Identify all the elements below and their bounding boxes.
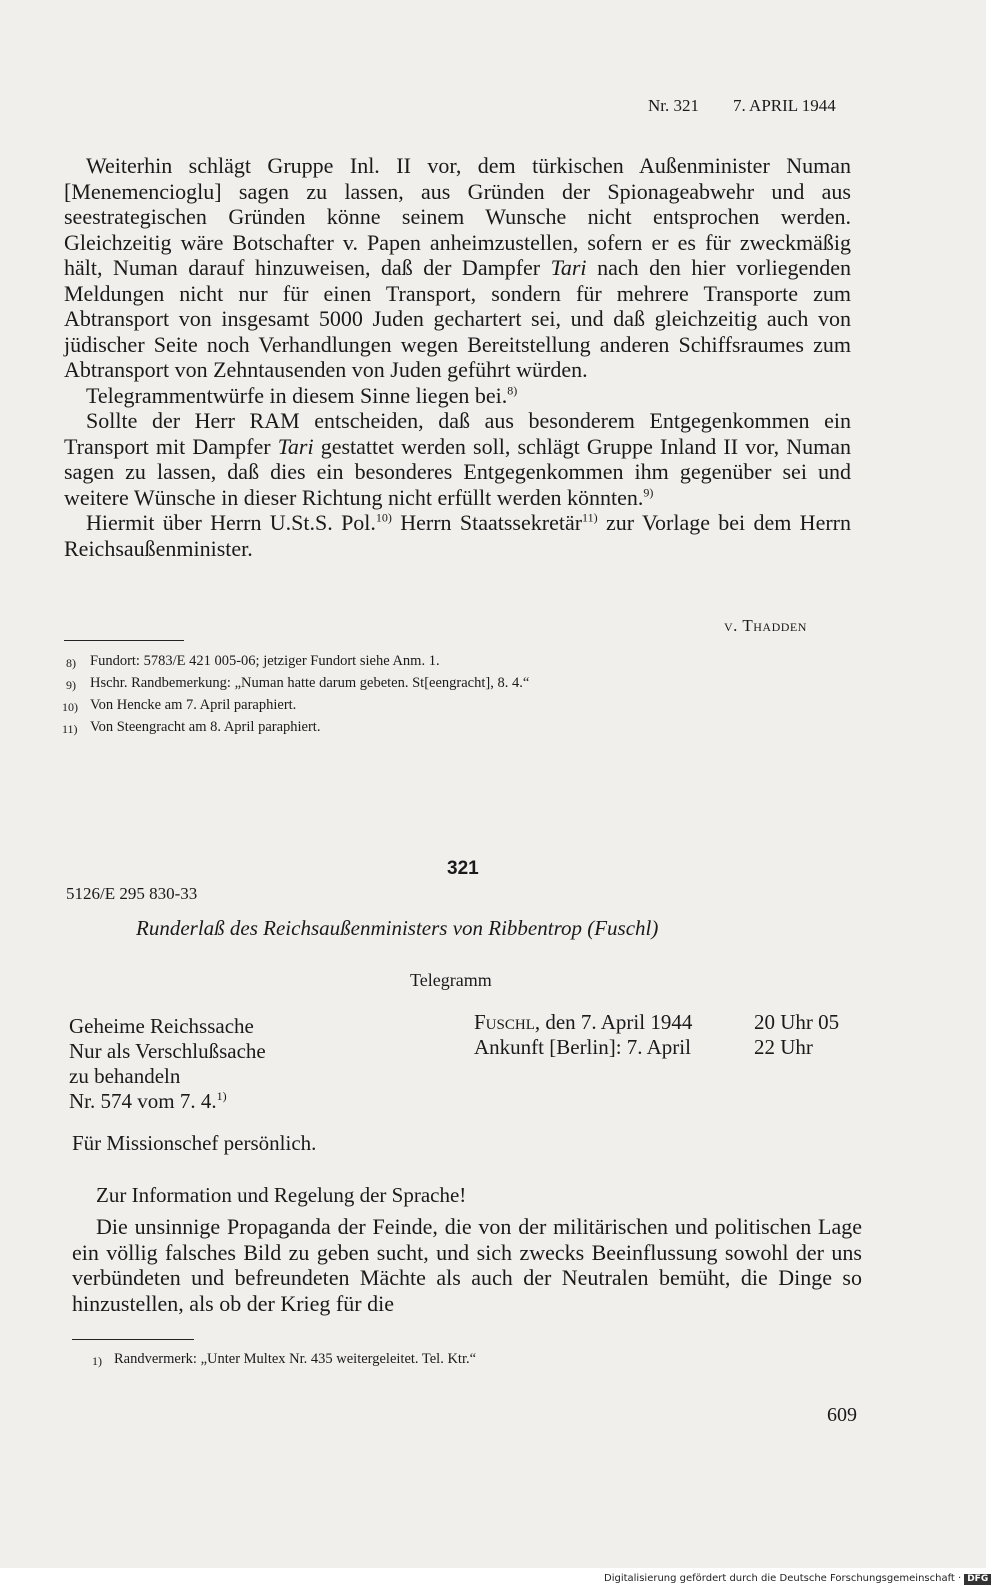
telegram-body [72, 1214, 862, 1316]
arrival-time: 22 Uhr [754, 1035, 813, 1059]
archive-reference: 5126/E 295 830-33 [66, 884, 198, 903]
info-line: Zur Information und Regelung der Sprache! [96, 1183, 467, 1207]
recipient-line: Für Missionschef persönlich. [72, 1131, 317, 1155]
classification-line: Geheime Reichssache [69, 1014, 254, 1038]
dfg-logo: DFG [964, 1574, 991, 1585]
main-text [64, 153, 851, 561]
telegram-paragraph: Die unsinnige Propaganda der Feinde, die von der militärischen und politischen Lage ein völlig falsches Bild zu geben sucht, und sich zwecks Beeinflussung sowohl der uns verbündeten und befreundeten Mächte als auch der Neutralen bemüht, die Dinge so hinzustellen, als ob der Krieg für die [72, 1214, 862, 1316]
running-header-doc-number: Nr. 321 [648, 96, 699, 115]
paragraph-4: Hiermit über Herrn U.St.S. Pol.$^{10)}$ Herrn Staatssekretär$^{11)}$ zur Vorlage bei dem Herrn Reichsaußenminister. [64, 510, 851, 561]
footnote-divider [72, 1339, 194, 1340]
place-name: Fuschl [474, 1010, 535, 1034]
classification-line: Nr. 574 vom 7. 4.$^{1)}$ [69, 1089, 227, 1113]
footnote-ref-9: 9) [643, 485, 654, 500]
footnote-number: 8) [66, 656, 76, 670]
paragraph-3: Sollte der Herr RAM entscheiden, daß aus besonderem Entgegenkommen ein Transport mit Dampfer Tari gestattet werden soll, schlägt Gruppe Inland II vor, Numan sagen zu lassen, daß dies ein besonderes Entgegenkommen ihm gegenüber sei und weitere Wünsche in dieser Richtung nicht erfüllt werden könnten.$^{9)}$ [64, 408, 851, 510]
classification-line: zu behandeln [69, 1064, 181, 1088]
arrival-line: Ankunft [Berlin]: 7. April [474, 1035, 691, 1059]
paragraph-1: Weiterhin schlägt Gruppe Inl. II vor, dem türkischen Außenminister Numan [Menemencioglu] sagen zu lassen, aus Gründen der Spionageabwehr und aus seestrategischen Gründen könne seinem Wunsche nicht entsprochen werden. Gleichzeitig wäre Botschafter v. Papen anheimzustellen, sofern er es für zweckmäßig hält, Numan darauf hinzuweisen, daß der Dampfer Tari nach den hier vorliegenden Meldungen nicht nur für einen Transport, sondern für mehrere Transporte zum Abtransport von insgesamt 5000 Juden gechartert sei, und daß gleichzeitig auch von jüdischer Seite noch Verhandlungen wegen Bereitstellung anderen Schiffsraumes zum Abtransport von Zehntausenden von Juden geführt würden. [64, 153, 852, 382]
footnote-text: Randvermerk: „Unter Multex Nr. 435 weitergeleitet. Tel. Ktr.“ [114, 1351, 477, 1367]
footnote-text: Von Steengracht am 8. April paraphiert. [90, 719, 321, 735]
signature: v. Thadden [724, 616, 807, 635]
footnote-text: Hschr. Randbemerkung: „Numan hatte darum gebeten. St[eengracht], 8. 4.“ [90, 675, 530, 691]
dispatch-block [474, 1010, 692, 1060]
document-number: 321 [447, 858, 479, 879]
footnote-number: 10) [62, 700, 78, 714]
paragraph-2: Telegrammentwürfe in diesem Sinne liegen bei.$^{8)}$ [86, 382, 518, 408]
running-header-date: 7. APRIL 1944 [733, 96, 836, 115]
footnote-text: Fundort: 5783/E 421 005-06; jetziger Fundort siehe Anm. 1. [90, 653, 440, 669]
classification-block [69, 1014, 266, 1114]
dispatch-time: 20 Uhr 05 [754, 1010, 840, 1034]
dispatch-line: Fuschl, den 7. April 1944 [474, 1010, 693, 1034]
footnote-ref-8: 8) [507, 383, 518, 398]
time-block [754, 1010, 839, 1060]
footnote-ref-10: 10) [375, 510, 392, 525]
footnote-number: 11) [62, 722, 78, 736]
ship-name: Tari [550, 255, 587, 280]
document-type: Telegramm [410, 970, 492, 990]
footnote-text: Von Hencke am 7. April paraphiert. [90, 697, 297, 713]
document-title: Runderlaß des Reichsaußenministers von Ribbentrop (Fuschl) [136, 916, 659, 940]
footnote-number: 1) [92, 1354, 102, 1368]
footnote-ref-11: 11) [582, 510, 598, 525]
footnote-ref-1: 1) [216, 1089, 227, 1103]
ship-name: Tari [277, 433, 314, 459]
footnote-number: 9) [66, 678, 76, 692]
page-number: 609 [827, 1404, 857, 1426]
digitization-credit: Digitalisierung gefördert durch die Deutsche Forschungsgemeinschaft · DFG [604, 1573, 991, 1585]
classification-line: Nur als Verschlußsache [69, 1039, 266, 1063]
footnote-divider [64, 640, 184, 641]
